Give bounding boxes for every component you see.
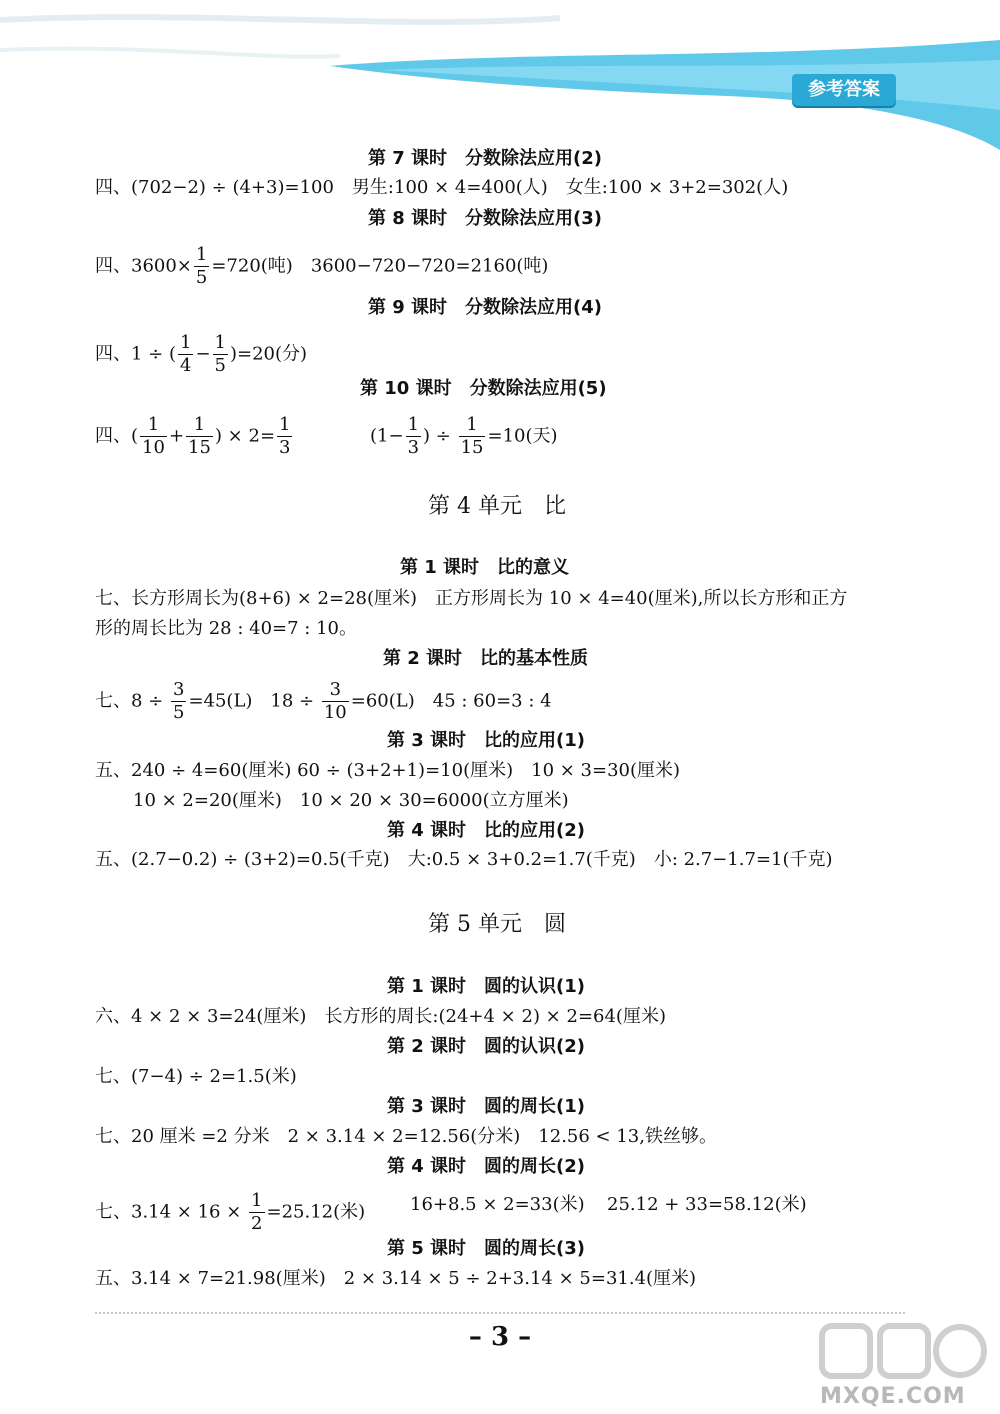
fraction: $\frac{1}{4}$ [180, 332, 192, 376]
answer-line: 七、3.14 × 16 × $\frac{1}{2}$ =25.12(米) [95, 1190, 366, 1234]
answer-line: 10 × 2=20(厘米) 10 × 20 × 30=6000(立方厘米) [133, 790, 569, 811]
lesson-heading: 第 8 课时 分数除法应用(3) [368, 208, 603, 229]
unit-title: 第 5 单元 圆 [428, 912, 566, 937]
fraction: $\frac{1}{5}$ [214, 332, 226, 376]
footer-divider [95, 1312, 905, 1314]
fraction: $\frac{1}{3}$ [279, 414, 291, 458]
answer-line: 四、1 ÷ ( $\frac{1}{4}$ − $\frac{1}{5}$ )=20(分) [95, 332, 308, 376]
answer-line: (1− $\frac{1}{3}$ ) ÷ $\frac{1}{15}$ =10(天) [370, 414, 558, 458]
answer-line: 四、3600× $\frac{1}{5}$ =720(吨) 3600−720−720=2160(吨) [95, 244, 549, 288]
lesson-heading: 第 1 课时 比的意义 [400, 557, 570, 578]
answer-line: 五、3.14 × 7=21.98(厘米) 2 × 3.14 × 5 ÷ 2+3.14 × 5=31.4(厘米) [95, 1268, 697, 1289]
fraction: $\frac{3}{5}$ [172, 679, 185, 723]
watermark-logo [818, 1318, 988, 1384]
lesson-heading: 第 5 课时 圆的周长(3) [387, 1238, 586, 1259]
fraction: $\frac{1}{3}$ [407, 414, 420, 458]
lesson-heading: 第 4 课时 圆的周长(2) [387, 1156, 586, 1177]
lesson-heading: 第 3 课时 比的应用(1) [387, 730, 586, 751]
answer-line: 形的周长比为 28 : 40=7 : 10。 [95, 618, 357, 639]
lesson-heading: 第 2 课时 比的基本性质 [383, 648, 589, 669]
answer-line: 四、(702−2) ÷ (4+3)=100 男生:100 × 4=400(人) 女生:100 × 3+2=302(人) [95, 177, 789, 198]
fraction: $\frac{1}{15}$ [460, 414, 484, 458]
lesson-heading: 第 9 课时 分数除法应用(4) [368, 297, 603, 318]
lesson-heading: 第 1 课时 圆的认识(1) [387, 976, 586, 997]
answer-key-badge: 参考答案 [792, 74, 896, 106]
fraction: $\frac{1}{15}$ [188, 414, 211, 458]
answer-line: 五、240 ÷ 4=60(厘米) 60 ÷ (3+2+1)=10(厘米) 10 × 3=30(厘米) [95, 760, 681, 781]
fraction: $\frac{1}{10}$ [142, 414, 165, 458]
fraction: $\frac{1}{2}$ [251, 1190, 263, 1234]
lesson-heading: 第 3 课时 圆的周长(1) [387, 1096, 586, 1117]
page-number: – 3 – [468, 1322, 532, 1352]
answer-line: 七、(7−4) ÷ 2=1.5(米) [95, 1066, 297, 1087]
answer-line: 七、长方形周长为(8+6) × 2=28(厘米) 正方形周长为 10 × 4=40(厘米),所以长方形和正方 [95, 588, 848, 609]
lesson-heading: 第 7 课时 分数除法应用(2) [368, 148, 603, 169]
answer-line: 七、20 厘米 =2 分米 2 × 3.14 × 2=12.56(分米) 12.56 < 13,铁丝够。 [95, 1126, 717, 1147]
answer-line: 四、( $\frac{1}{10}$ + $\frac{1}{15}$ ) × 2= $\frac{1}{3}$ [95, 414, 291, 458]
answer-line: 16+8.5 × 2=33(米) [410, 1194, 585, 1215]
lesson-heading: 第 10 课时 分数除法应用(5) [360, 378, 607, 399]
answer-line: 六、4 × 2 × 3=24(厘米) 长方形的周长:(24+4 × 2) × 2=64(厘米) [95, 1006, 666, 1027]
fraction: $\frac{1}{5}$ [195, 244, 208, 288]
unit-title: 第 4 单元 比 [428, 494, 566, 519]
fraction: $\frac{3}{10}$ [323, 679, 347, 723]
answer-line: 25.12 + 33=58.12(米) [607, 1194, 807, 1215]
watermark-text: MXQE.COM [820, 1384, 966, 1409]
answer-line: 七、8 ÷ $\frac{3}{5}$ =45(L) 18 ÷ $\frac{3}{10}$ =60(L) 45 : 60=3 : 4 [95, 679, 552, 723]
lesson-heading: 第 2 课时 圆的认识(2) [387, 1036, 586, 1057]
answer-line: 五、(2.7−0.2) ÷ (3+2)=0.5(千克) 大:0.5 × 3+0.2=1.7(千克) 小: 2.7−1.7=1(千克) [95, 849, 833, 870]
lesson-heading: 第 4 课时 比的应用(2) [387, 820, 586, 841]
